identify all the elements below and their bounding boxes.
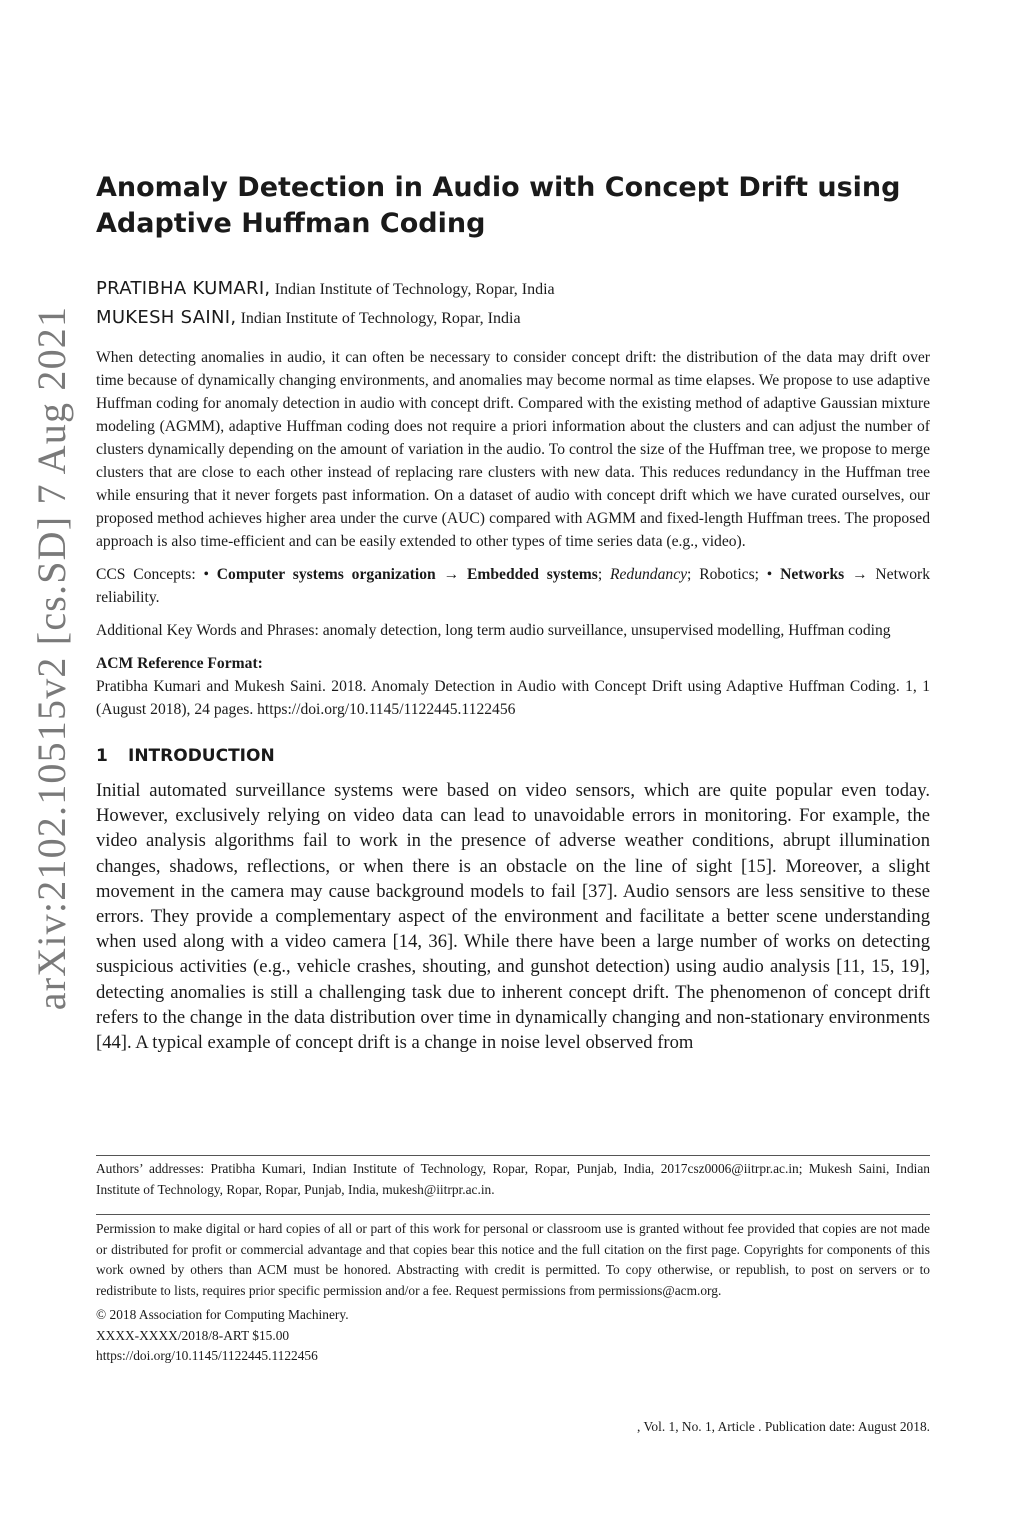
author-affiliation: Indian Institute of Technology, Ropar, India (274, 281, 555, 298)
ccs-concepts (96, 563, 930, 609)
ccs-concept-2: Embedded systems (466, 566, 598, 583)
author-addresses: Authors’ addresses: Pratibha Kumari, Indian Institute of Technology, Ropar, Ropar, Punjab, India, 2017csz0006@iitrpr.ac.in; Mukesh Saini, Indian Institute of Technology, Ropar, Ropar, Punjab, India, mukesh@iitrpr.ac.in. (96, 1161, 930, 1197)
author-2 (96, 304, 930, 333)
author-1 (96, 275, 930, 304)
ccs-concept-3: Redundancy (609, 566, 688, 583)
copyright-line: © 2018 Association for Computing Machinery. (96, 1307, 349, 1322)
footnotes (96, 1155, 930, 1367)
abstract: When detecting anomalies in audio, it can often be necessary to consider concept drift: the distribution of the data may drift over time because of dynamically changing environments, and anomalies may become normal as time elapses. We propose to use adaptive Huffman coding for anomaly detection in audio with concept drift. Compared with the existing method of adaptive Gaussian mixture modeling (AGMM), adaptive Huffman coding does not require a priori information about the clusters and can adjust the number of clusters dynamically depending on the amount of variation in the audio. To control the size of the Huffman tree, we propose to merge clusters that are close to each other instead of replacing rare clusters with new data. This reduces redundancy in the Huffman tree while ensuring that it never forgets past information. On a dataset of audio with concept drift which we have curated ourselves, our proposed method achieves higher area under the curve (AUC) compared with AGMM and fixed-length Huffman trees. The proposed approach is also time-efficient and can be easily extended to other types of time series data (e.g., video). (96, 349, 930, 550)
doi-link[interactable]: https://doi.org/10.1145/1122445.1122456 (96, 1348, 318, 1363)
reference-heading: ACM Reference Format: (96, 655, 263, 672)
ccs-concept-1: Computer systems organization (216, 566, 436, 583)
author-name: PRATIBHA KUMARI, (96, 278, 271, 299)
reference-text: Pratibha Kumari and Mukesh Saini. 2018. Anomaly Detection in Audio with Concept Drift using Adaptive Huffman Coding. 1, 1 (August 2018), 24 pages. https://doi.org/10.1145/1122445.1122456 (96, 678, 930, 718)
keywords: Additional Key Words and Phrases: anomaly detection, long term audio surveillance, unsupervised modelling, Huffman coding (96, 622, 891, 639)
page-footer: , Vol. 1, No. 1, Article . Publication date: August 2018. (637, 1419, 930, 1434)
title-line-2: Adaptive Huffman Coding (96, 208, 486, 239)
page-content (96, 170, 930, 1055)
permission-notice: Permission to make digital or hard copies of all or part of this work for personal or classroom use is granted without fee provided that copies are not made or distributed for profit or commercial advantage and that copies bear this notice and the full citation on the first page. Copyrights for components of this work owned by others than ACM must be honored. Abstracting with credit is permitted. To copy otherwise, or republish, to post on servers or to redistribute to lists, requires prior specific permission and/or a fee. Request permissions from permissions@acm.org. (96, 1221, 930, 1298)
arxiv-identifier: arXiv:2102.10515v2 [cs.SD] 7 Aug 2021 (29, 305, 74, 1011)
ccs-separator: ; Robotics; • (687, 566, 773, 583)
ccs-concept-5: Network reliability. (96, 566, 930, 606)
author-list (96, 275, 930, 333)
isbn-line: XXXX-XXXX/2018/8-ART $15.00 (96, 1327, 290, 1343)
author-name: MUKESH SAINI, (96, 307, 237, 328)
ccs-concept-4: Networks (772, 566, 845, 583)
section-number: 1 (96, 746, 108, 766)
introduction-paragraph: Initial automated surveillance systems were based on video sensors, which are quite popular even today. However, exclusively relying on video data can lead to unavoidable errors in monitoring. For example, the video analysis algorithms fail to work in the presence of adverse weather conditions, abrupt illumination changes, shadows, reflections, or when there is an obstacle on the line of sight [15]. Moreover, a slight movement in the camera may cause background models to fail [37]. Audio sensors are less sensitive to these errors. They provide a complementary aspect of the environment and facilitate a better scene understanding when used along with a video camera [14, 36]. While there have been a large number of works on detecting suspicious activities (e.g., vehicle crashes, shouting, and gunshot detection) using audio analysis [11, 15, 19], detecting anomalies is still a challenging task due to inherent concept drift. The phenomenon of concept drift refers to the change in the data distribution over time in dynamically changing and non-stationary environments [44]. A typical example of concept drift is a change in noise level observed from (96, 780, 930, 1054)
ccs-label: CCS Concepts: • (96, 566, 209, 583)
ccs-separator: ; (597, 566, 610, 583)
title-line-1: Anomaly Detection in Audio with Concept Drift using (96, 172, 901, 203)
ccs-arrow: → (435, 566, 467, 583)
paper-title (96, 170, 930, 242)
section-title: INTRODUCTION (128, 746, 275, 766)
section-heading (96, 744, 930, 768)
ccs-arrow: → (844, 566, 876, 583)
author-affiliation: Indian Institute of Technology, Ropar, India (240, 310, 521, 327)
